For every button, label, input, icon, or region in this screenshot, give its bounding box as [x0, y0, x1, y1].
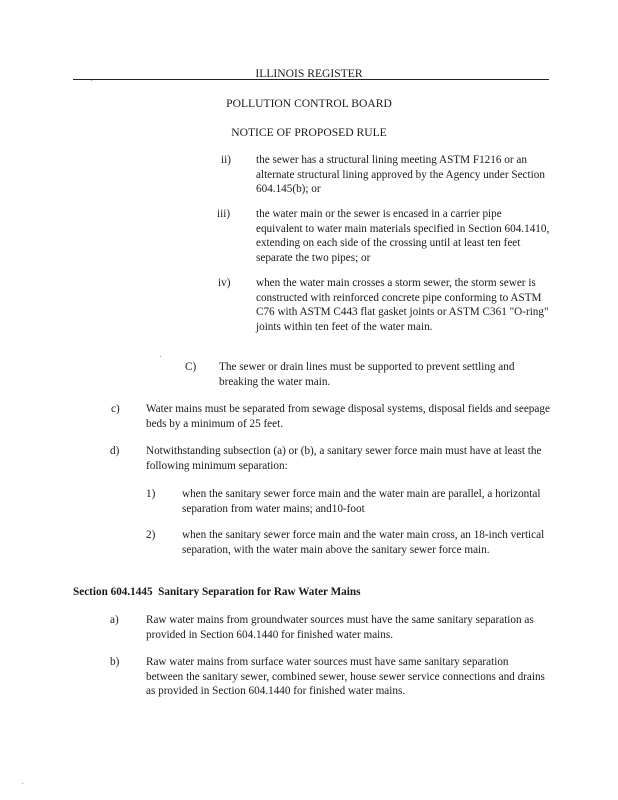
- scan-speck: [22, 783, 23, 784]
- item-c-text: Water mains must be separated from sewage disposal systems, disposal fields and seepage beds by a minimum of 25 feet.: [146, 403, 550, 430]
- header-rule: [73, 79, 549, 80]
- item-iii-label: iii): [217, 208, 231, 220]
- item-iv-label: iv): [218, 277, 231, 289]
- scan-speck: [91, 80, 92, 81]
- item-d-text: Notwithstanding subsection (a) or (b), a sanitary sewer force main must have at least the following minimum separation:: [146, 445, 542, 472]
- register-title: ILLINOIS REGISTER: [255, 67, 363, 80]
- item-C-label: C): [185, 361, 197, 373]
- item-c-label: c): [111, 403, 120, 415]
- item-ii-label: ii): [221, 154, 231, 166]
- section-a-text: Raw water mains from groundwater sources must have the same sanitary separation as provided in Section 604.1440 for finished water mains.: [146, 614, 534, 641]
- item-C-text: The sewer or drain lines must be supported to prevent settling and breaking the water main.: [219, 361, 515, 388]
- scan-speck: [160, 356, 161, 357]
- item-d2-text: when the sanitary sewer force main and the water main cross, an 18-inch vertical separation, with the water main above the sanitary sewer force main.: [182, 529, 545, 556]
- item-d1-text: when the sanitary sewer force main and the water main are parallel, a horizontal separation from water mains; and10-foot: [182, 488, 541, 515]
- item-d2-label: 2): [146, 529, 156, 541]
- section-a-label: a): [110, 614, 119, 626]
- section-b-text: Raw water mains from surface water sources must have same sanitary separation between the sanitary sewer, combined sewer, house sewer service connections and drains as provided in Section 604.1440 for finished water mains.: [146, 656, 545, 698]
- item-d1-label: 1): [146, 488, 156, 500]
- notice-title: NOTICE OF PROPOSED RULE: [231, 126, 387, 139]
- section-heading: Section 604.1445 Sanitary Separation for Raw Water Mains: [73, 586, 361, 598]
- item-d-label: d): [110, 445, 120, 457]
- board-title: POLLUTION CONTROL BOARD: [226, 97, 392, 110]
- item-ii-text: the sewer has a structural lining meeting ASTM F1216 or an alternate structural lining approved by the Agency under Section 604.145(b); or: [256, 154, 545, 196]
- item-iii-text: the water main or the sewer is encased in a carrier pipe equivalent to water main materials specified in Section 604.1410, extending on each side of the crossing until at least ten feet separate the two pipes; or: [256, 208, 550, 264]
- item-iv-text: when the water main crosses a storm sewer, the storm sewer is constructed with reinforced concrete pipe conforming to ASTM C76 with ASTM C443 flat gasket joints or ASTM C361 "O-ring" joints within ten feet of the water main.: [256, 277, 549, 333]
- section-b-label: b): [110, 656, 120, 668]
